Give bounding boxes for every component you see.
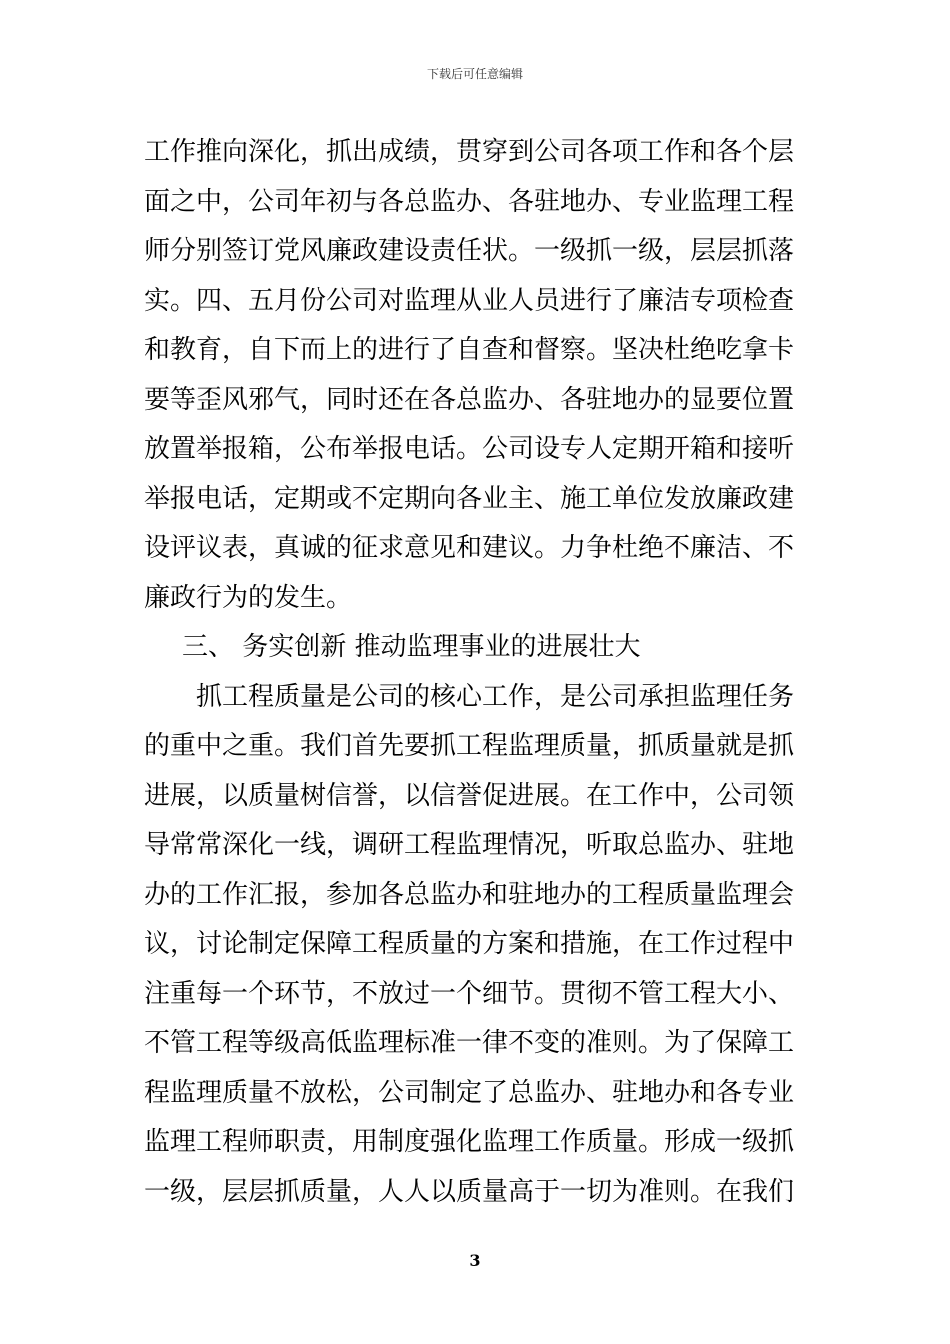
text-line: 抓工程质量是公司的核心工作，是公司承担监理任务: [196, 681, 795, 712]
text-line: 举报电话，定期或不定期向各业主、施工单位发放廉政建: [144, 483, 795, 514]
document-body: [144, 128, 808, 1217]
text-line: 不管工程等级高低监理标准一律不变的准则。为了保障工: [144, 1028, 795, 1058]
text-line: 议，讨论制定保障工程质量的方案和措施，在工作过程中: [144, 929, 795, 959]
text-line: 面之中，公司年初与各总监办、各驻地办、专业监理工程: [144, 186, 795, 217]
text-line: 的重中之重。我们首先要抓工程监理质量，抓质量就是抓: [144, 731, 795, 761]
text-line: 要等歪风邪气，同时还在各总监办、各驻地办的显要位置: [144, 384, 795, 415]
text-line: 导常常深化一线，调研工程监理情况，听取总监办、驻地: [144, 830, 795, 860]
text-line: 程监理质量不放松，公司制定了总监办、驻地办和各专业: [144, 1077, 795, 1108]
text-line: 监理工程师职责，用制度强化监理工作质量。形成一级抓: [144, 1127, 795, 1157]
text-line: 师分别签订党风廉政建设责任状。一级抓一级，层层抓落: [144, 236, 795, 266]
text-line: 放置举报箱，公布举报电话。公司设专人定期开箱和接听: [144, 434, 795, 464]
text-line: 办的工作汇报，参加各总监办和驻地办的工程质量监理会: [144, 879, 795, 910]
text-line: 注重每一个环节，不放过一个细节。贯彻不管工程大小、: [144, 978, 795, 1009]
text-line: 一级，层层抓质量，人人以质量高于一切为准则。在我们: [144, 1176, 795, 1207]
text-line: 廉政行为的发生。: [144, 582, 353, 613]
page-number: 3: [469, 1251, 481, 1270]
page-header: 下载后可任意编辑: [426, 67, 523, 81]
text-line: 和教育，自下而上的进行了自查和督察。坚决杜绝吃拿卡: [144, 335, 795, 365]
text-line: 进展，以质量树信誉，以信誉促进展。在工作中，公司领: [144, 780, 795, 811]
text-line: 工作推向深化，抓出成绩，贯穿到公司各项工作和各个层: [144, 137, 795, 167]
text-line: 设评议表，真诚的征求意见和建议。力争杜绝不廉洁、不: [144, 533, 795, 563]
text-line: 实。四、五月份公司对监理从业人员进行了廉洁专项检查: [144, 285, 795, 316]
section-heading: 三、 务实创新 推动监理事业的进展壮大: [182, 632, 641, 662]
